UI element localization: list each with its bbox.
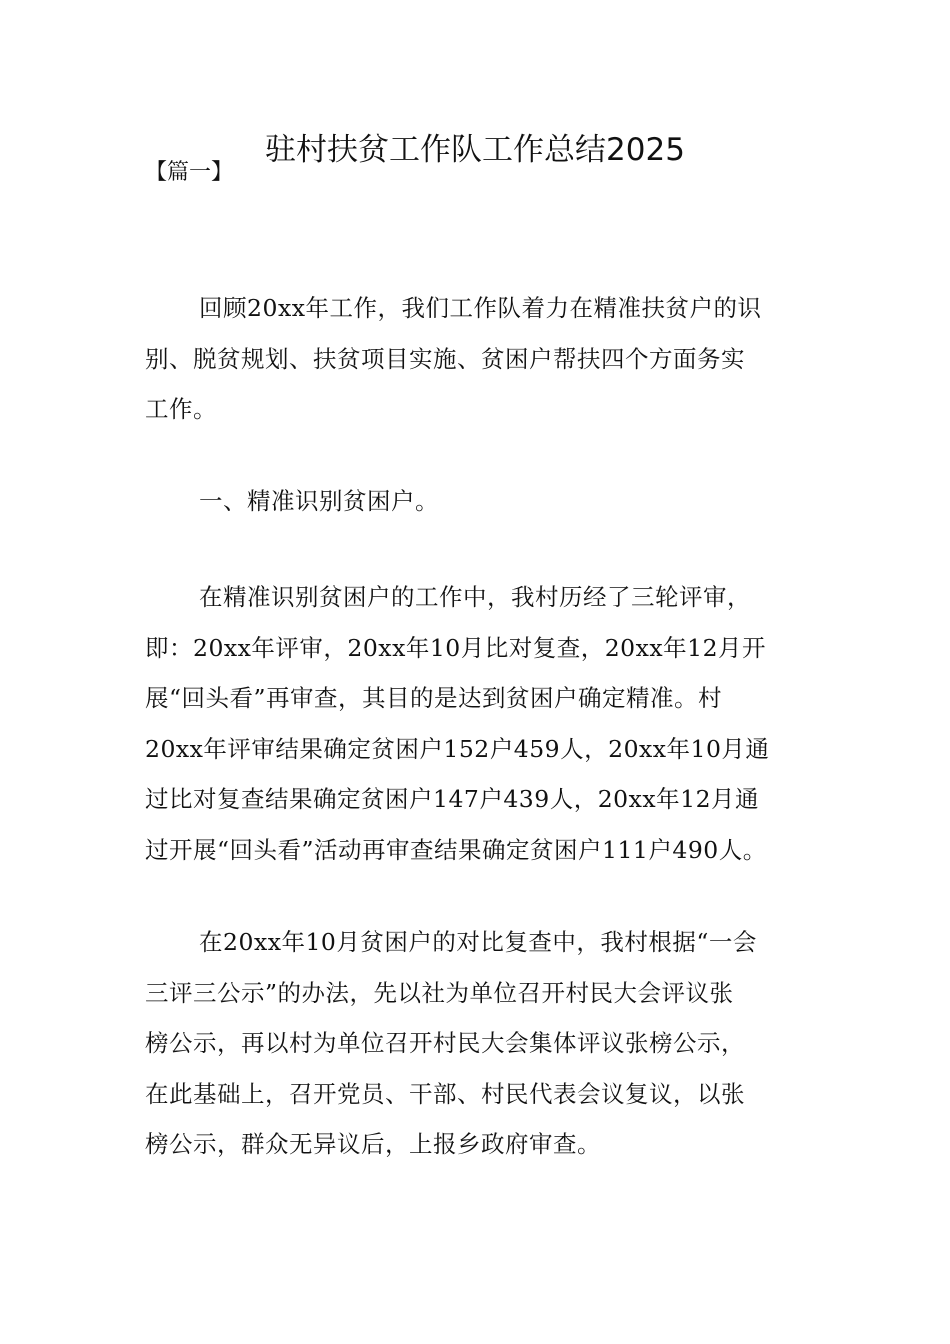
paragraph-line: 在此基础上，召开党员、干部、村民代表会议复议，以张 [145, 1079, 745, 1108]
paragraph-line: 展“回头看”再审查，其目的是达到贫困户确定精准。村 [145, 684, 723, 712]
document-title: 驻村扶贫工作队工作总结2025 [265, 132, 685, 168]
paragraph-line: 回顾20xx年工作，我们工作队着力在精准扶贫户的识 [199, 294, 762, 322]
paragraph-line: 榜公示，再以村为单位召开村民大会集体评议张榜公示， [145, 1029, 745, 1057]
paragraph-line: 三评三公示”的办法，先以社为单位召开村民大会评议张 [145, 978, 734, 1007]
paragraph-line: 一、精准识别贫困户。 [199, 487, 440, 515]
paragraph-line: 榜公示，群众无异议后，上报乡政府审查。 [145, 1130, 601, 1158]
paragraph-identification [145, 572, 825, 875]
paragraph-line: 即：20xx年评审，20xx年10月比对复查，20xx年12月开 [145, 633, 767, 662]
paragraph-review [145, 283, 825, 435]
paragraph-line: 在20xx年10月贫困户的对比复查中，我村根据“一会 [199, 928, 757, 956]
paragraph-review-process [145, 917, 825, 1170]
section-tag: 【篇一】 [145, 160, 234, 185]
paragraph-line: 过开展“回头看”活动再审查结果确定贫困户111户490人。 [145, 835, 767, 864]
paragraph-line: 20xx年评审结果确定贫困户152户459人，20xx年10月通 [145, 734, 770, 763]
paragraph-line: 别、脱贫规划、扶贫项目实施、贫困户帮扶四个方面务实 [145, 344, 745, 373]
paragraph-line: 过比对复查结果确定贫困户147户439人，20xx年12月通 [145, 785, 760, 813]
paragraph-line: 工作。 [145, 395, 217, 423]
section-heading [145, 476, 825, 527]
paragraph-line: 在精准识别贫困户的工作中，我村历经了三轮评审， [199, 583, 752, 611]
